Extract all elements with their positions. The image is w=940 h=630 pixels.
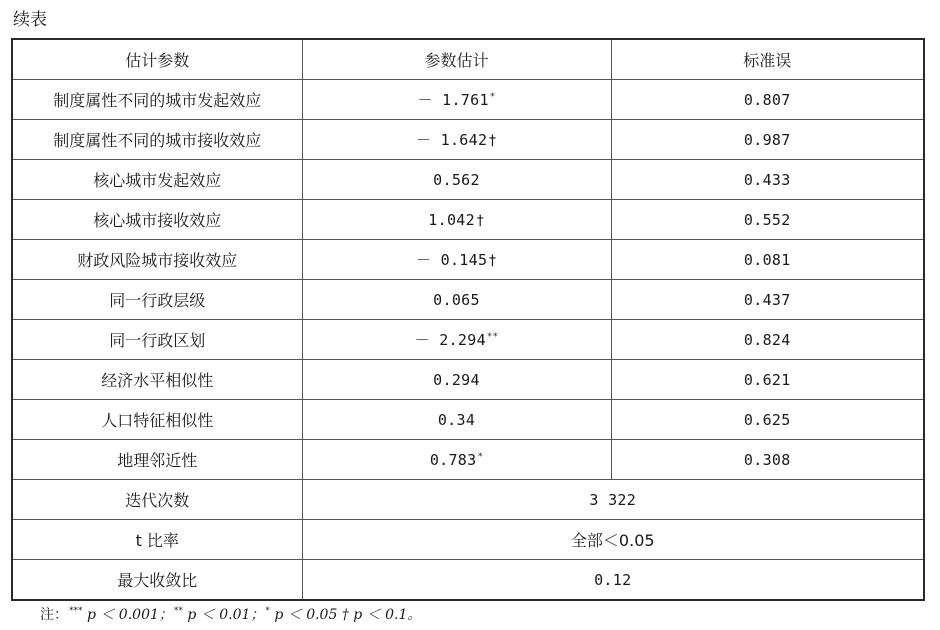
header-se: 标准误 <box>611 39 924 80</box>
param-name-cell: 核心城市发起效应 <box>12 160 302 200</box>
significance-mark: ** <box>486 332 499 342</box>
header-estimate: 参数估计 <box>302 39 611 80</box>
note-mark-1: *** <box>69 606 83 616</box>
note-mark-3: * <box>265 606 270 616</box>
param-name-cell: 核心城市接收效应 <box>12 200 302 240</box>
header-param: 估计参数 <box>12 39 302 80</box>
table-row <box>12 360 924 400</box>
summary-label-cell: t 比率 <box>12 520 302 560</box>
significance-mark: * <box>477 451 484 462</box>
estimate-value: 0.065 <box>433 290 480 309</box>
estimate-cell <box>302 80 611 120</box>
table-row <box>12 400 924 440</box>
estimate-value: － 2.294 <box>414 331 486 349</box>
estimate-cell <box>302 280 611 320</box>
summary-row <box>12 560 924 601</box>
std-error-cell: 0.308 <box>611 440 924 480</box>
table-row <box>12 80 924 120</box>
table-row <box>12 120 924 160</box>
note-text-3: p ＜ 0.05 † p ＜ 0.1。 <box>269 607 422 623</box>
estimate-cell <box>302 120 611 160</box>
estimate-value: 1.042 <box>428 210 475 229</box>
param-name-cell: 经济水平相似性 <box>12 360 302 400</box>
summary-row <box>12 480 924 520</box>
summary-value-cell: 0.12 <box>302 560 924 601</box>
summary-value-cell: 3 322 <box>302 480 924 520</box>
estimate-cell <box>302 320 611 360</box>
param-name-cell: 同一行政区划 <box>12 320 302 360</box>
std-error-cell: 0.824 <box>611 320 924 360</box>
std-error-cell: 0.621 <box>611 360 924 400</box>
estimate-cell <box>302 200 611 240</box>
dagger-mark: † <box>475 212 485 229</box>
param-name-cell: 地理邻近性 <box>12 440 302 480</box>
std-error-cell: 0.433 <box>611 160 924 200</box>
summary-row <box>12 520 924 560</box>
param-name-cell: 制度属性不同的城市接收效应 <box>12 120 302 160</box>
estimates-table <box>11 38 925 601</box>
param-name-cell: 人口特征相似性 <box>12 400 302 440</box>
std-error-cell: 0.987 <box>611 120 924 160</box>
footnote <box>40 601 421 625</box>
dagger-mark: † <box>488 253 498 269</box>
significance-mark: * <box>489 92 496 102</box>
std-error-cell: 0.552 <box>611 200 924 240</box>
std-error-cell: 0.437 <box>611 280 924 320</box>
estimate-value: － 0.145 <box>415 251 488 269</box>
summary-value-cell: 全部＜0.05 <box>302 520 924 560</box>
header-row <box>12 39 924 80</box>
estimate-cell <box>302 240 611 280</box>
dagger-mark: † <box>488 133 498 149</box>
estimate-value: 0.562 <box>433 170 480 189</box>
estimate-cell <box>302 160 611 200</box>
estimate-value: 0.294 <box>433 370 480 389</box>
table-row <box>12 200 924 240</box>
estimate-value: － 1.642 <box>415 131 488 149</box>
table-row <box>12 320 924 360</box>
estimate-cell <box>302 400 611 440</box>
estimate-value: － 1.761 <box>417 91 489 109</box>
table-row <box>12 440 924 480</box>
note-text-1: p ＜ 0.001； <box>82 607 173 623</box>
std-error-cell: 0.081 <box>611 240 924 280</box>
std-error-cell: 0.807 <box>611 80 924 120</box>
table-row <box>12 280 924 320</box>
summary-label-cell: 最大收敛比 <box>12 560 302 601</box>
param-name-cell: 财政风险城市接收效应 <box>12 240 302 280</box>
note-text-2: p ＜ 0.01； <box>182 607 265 623</box>
param-name-cell: 制度属性不同的城市发起效应 <box>12 80 302 120</box>
estimate-value: 0.34 <box>437 410 476 429</box>
param-name-cell: 同一行政层级 <box>12 280 302 320</box>
table-row <box>12 160 924 200</box>
table-row <box>12 240 924 280</box>
table-caption: 续表 <box>13 10 47 30</box>
estimate-cell <box>302 360 611 400</box>
summary-label-cell: 迭代次数 <box>12 480 302 520</box>
note-mark-2: ** <box>173 606 183 616</box>
note-prefix: 注： <box>40 607 68 623</box>
estimate-cell <box>302 440 611 480</box>
estimate-value: 0.783 <box>429 450 477 469</box>
std-error-cell: 0.625 <box>611 400 924 440</box>
